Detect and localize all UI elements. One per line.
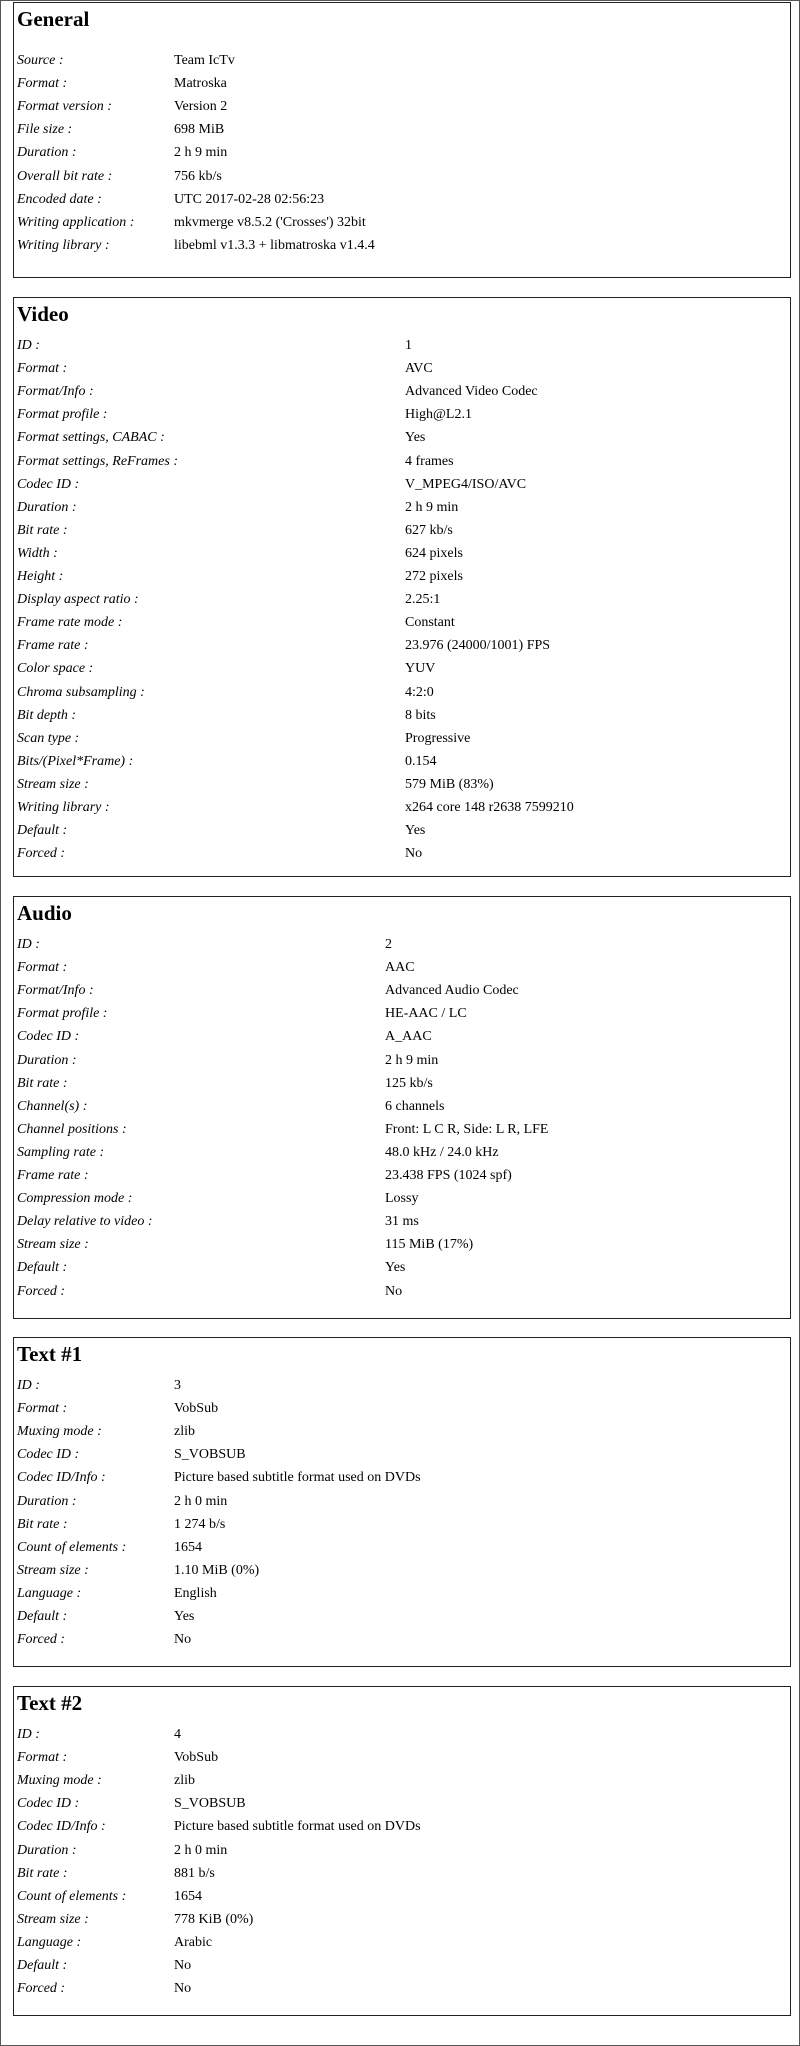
field-label: Frame rate mode : <box>17 615 123 631</box>
field-value: Yes <box>174 1609 195 1624</box>
field-value: High@L2.1 <box>405 407 472 423</box>
field-label: Format/Info : <box>17 384 94 400</box>
field-value: Constant <box>405 615 455 631</box>
field-label: Format profile : <box>17 1006 108 1022</box>
field-value: 778 KiB (0%) <box>174 1911 254 1927</box>
field-value: HE-AAC / LC <box>385 1006 467 1022</box>
field-value: 4:2:0 <box>405 684 434 700</box>
field-label: ID : <box>17 937 40 952</box>
field-value: VobSub <box>174 1401 219 1417</box>
field-value: 624 pixels <box>405 545 463 561</box>
field-value: Advanced Audio Codec <box>385 983 519 999</box>
field-label: Codec ID/Info : <box>17 1819 106 1835</box>
field-label: Height : <box>17 569 64 584</box>
field-label: Format settings, ReFrames : <box>17 453 178 469</box>
field-label: Display aspect ratio : <box>17 592 139 608</box>
field-label: Writing library : <box>17 237 110 253</box>
field-value: No <box>174 1958 192 1973</box>
field-value: No <box>385 1283 403 1299</box>
field-label: Forced : <box>17 1283 66 1299</box>
field-value: 8 bits <box>405 707 436 723</box>
field-label: Bit depth : <box>17 707 77 723</box>
field-label: Count of elements : <box>17 1888 127 1904</box>
field-value: 2 h 9 min <box>174 145 228 161</box>
field-value: Front: L C R, Side: L R, LFE <box>385 1121 549 1137</box>
field-value: S_VOBSUB <box>174 1447 246 1463</box>
field-value: VobSub <box>174 1750 219 1766</box>
field-value: Arabic <box>174 1934 213 1950</box>
section-text-1 <box>13 1337 791 1667</box>
field-value: 4 frames <box>405 453 454 469</box>
field-value: Picture based subtitle format used on DVDs <box>174 1819 421 1835</box>
field-label: Overall bit rate : <box>17 168 113 184</box>
field-value: 272 pixels <box>405 569 463 584</box>
section-title: Audio <box>17 901 72 925</box>
field-label: Format profile : <box>17 407 108 423</box>
field-value: 4 <box>174 1727 181 1742</box>
field-value: No <box>405 846 423 862</box>
field-label: Delay relative to video : <box>17 1214 153 1230</box>
field-label: Frame rate : <box>17 1168 89 1183</box>
field-label: Format : <box>17 361 68 377</box>
field-value: Picture based subtitle format used on DVDs <box>174 1470 421 1486</box>
field-value: 1654 <box>174 1888 202 1904</box>
field-value: 31 ms <box>385 1214 419 1230</box>
field-value: 2 <box>385 937 392 952</box>
field-value: Advanced Video Codec <box>405 384 538 400</box>
field-label: Stream size : <box>17 776 89 792</box>
field-value: zlib <box>174 1424 195 1440</box>
field-label: Sampling rate : <box>17 1144 105 1160</box>
field-label: Frame rate : <box>17 638 89 654</box>
field-label: Channel(s) : <box>17 1098 88 1114</box>
field-value: AVC <box>405 361 433 377</box>
field-label: Format/Info : <box>17 983 94 999</box>
field-value: 2 h 9 min <box>405 499 459 515</box>
field-value: 756 kb/s <box>174 168 222 184</box>
field-value: 1654 <box>174 1539 202 1555</box>
field-value: 115 MiB (17%) <box>385 1237 474 1253</box>
field-label: Codec ID : <box>17 476 80 492</box>
field-value: 48.0 kHz / 24.0 kHz <box>385 1144 499 1160</box>
field-label: Count of elements : <box>17 1539 127 1555</box>
field-value: Progressive <box>405 730 471 746</box>
field-label: Default : <box>17 1958 68 1973</box>
field-value: 579 MiB (83%) <box>405 776 494 792</box>
field-value: 2 h 9 min <box>385 1052 439 1068</box>
field-value: UTC 2017-02-28 02:56:23 <box>174 191 325 207</box>
field-label: Format version : <box>17 99 112 115</box>
field-value: AAC <box>385 960 415 976</box>
field-value: 627 kb/s <box>405 522 453 538</box>
field-value: No <box>174 1632 192 1648</box>
field-label: Bit rate : <box>17 1516 68 1532</box>
field-label: Bit rate : <box>17 1865 68 1881</box>
field-label: Forced : <box>17 846 66 862</box>
section-general <box>13 2 791 278</box>
field-value: YUV <box>405 661 436 677</box>
field-value: zlib <box>174 1773 195 1789</box>
field-label: Writing application : <box>17 214 135 230</box>
field-label: Language : <box>17 1585 82 1601</box>
field-value: Yes <box>405 430 426 446</box>
field-value: 1.10 MiB (0%) <box>174 1562 260 1578</box>
field-label: ID : <box>17 1727 40 1742</box>
section-title: General <box>17 7 90 31</box>
field-label: Bits/(Pixel*Frame) : <box>17 753 134 769</box>
section-audio <box>13 896 791 1319</box>
field-value: 881 b/s <box>174 1865 215 1881</box>
field-label: ID : <box>17 1378 40 1393</box>
field-value: English <box>174 1585 217 1601</box>
field-label: Codec ID : <box>17 1447 80 1463</box>
field-value: No <box>174 1981 192 1997</box>
field-value: S_VOBSUB <box>174 1796 246 1812</box>
field-value: Yes <box>405 823 426 839</box>
field-label: Muxing mode : <box>17 1773 102 1789</box>
field-value: Lossy <box>385 1191 419 1207</box>
field-value: 0.154 <box>405 753 437 769</box>
field-label: Codec ID/Info : <box>17 1470 106 1486</box>
field-label: Writing library : <box>17 800 110 815</box>
field-value: V_MPEG4/ISO/AVC <box>405 476 527 492</box>
field-label: Duration : <box>17 499 77 515</box>
field-label: Stream size : <box>17 1562 89 1578</box>
field-label: Default : <box>17 823 68 839</box>
field-label: Default : <box>17 1609 68 1624</box>
field-label: Format : <box>17 1750 68 1766</box>
field-value: libebml v1.3.3 + libmatroska v1.4.4 <box>174 237 375 253</box>
field-label: Default : <box>17 1260 68 1276</box>
field-label: Format settings, CABAC : <box>17 430 165 446</box>
section-video <box>13 297 791 877</box>
field-label: Muxing mode : <box>17 1424 102 1440</box>
field-label: Stream size : <box>17 1237 89 1253</box>
field-value: Matroska <box>174 76 227 92</box>
field-value: 2.25:1 <box>405 592 441 608</box>
field-label: Duration : <box>17 1052 77 1068</box>
field-value: Version 2 <box>174 99 228 115</box>
field-label: Format : <box>17 76 68 92</box>
field-label: Bit rate : <box>17 522 68 538</box>
field-value: 698 MiB <box>174 122 225 138</box>
field-label: Color space : <box>17 661 94 677</box>
field-label: Codec ID : <box>17 1029 80 1045</box>
field-label: File size : <box>17 122 73 138</box>
field-value: Yes <box>385 1260 406 1276</box>
field-value: 23.438 FPS (1024 spf) <box>385 1168 512 1183</box>
field-label: Stream size : <box>17 1911 89 1927</box>
field-value: x264 core 148 r2638 7599210 <box>405 800 574 815</box>
field-label: Compression mode : <box>17 1191 133 1207</box>
section-title: Text #1 <box>17 1342 83 1366</box>
field-value: 1 <box>405 338 412 353</box>
field-value: 6 channels <box>385 1098 445 1114</box>
field-value: 2 h 0 min <box>174 1842 228 1858</box>
field-value: Team IcTv <box>174 53 235 68</box>
section-text-2 <box>13 1686 791 2016</box>
field-label: Codec ID : <box>17 1796 80 1812</box>
field-label: Duration : <box>17 1842 77 1858</box>
field-label: ID : <box>17 338 40 353</box>
field-value: 1 274 b/s <box>174 1516 226 1532</box>
section-title: Video <box>17 302 69 326</box>
field-label: Chroma subsampling : <box>17 684 145 700</box>
field-label: Encoded date : <box>17 191 102 207</box>
field-label: Bit rate : <box>17 1075 68 1091</box>
field-label: Language : <box>17 1934 82 1950</box>
field-label: Forced : <box>17 1981 66 1997</box>
section-title: Text #2 <box>17 1691 83 1715</box>
field-label: Duration : <box>17 1493 77 1509</box>
field-label: Channel positions : <box>17 1121 127 1137</box>
field-label: Source : <box>17 53 64 68</box>
field-label: Format : <box>17 960 68 976</box>
field-label: Duration : <box>17 145 77 161</box>
field-label: Format : <box>17 1401 68 1417</box>
field-value: 3 <box>174 1378 181 1393</box>
field-value: 2 h 0 min <box>174 1493 228 1509</box>
field-label: Forced : <box>17 1632 66 1648</box>
field-value: A_AAC <box>385 1029 432 1045</box>
field-label: Scan type : <box>17 730 80 746</box>
field-value: 125 kb/s <box>385 1075 433 1091</box>
field-value: mkvmerge v8.5.2 ('Crosses') 32bit <box>174 214 366 230</box>
field-value: 23.976 (24000/1001) FPS <box>405 638 551 654</box>
field-label: Width : <box>17 545 58 561</box>
